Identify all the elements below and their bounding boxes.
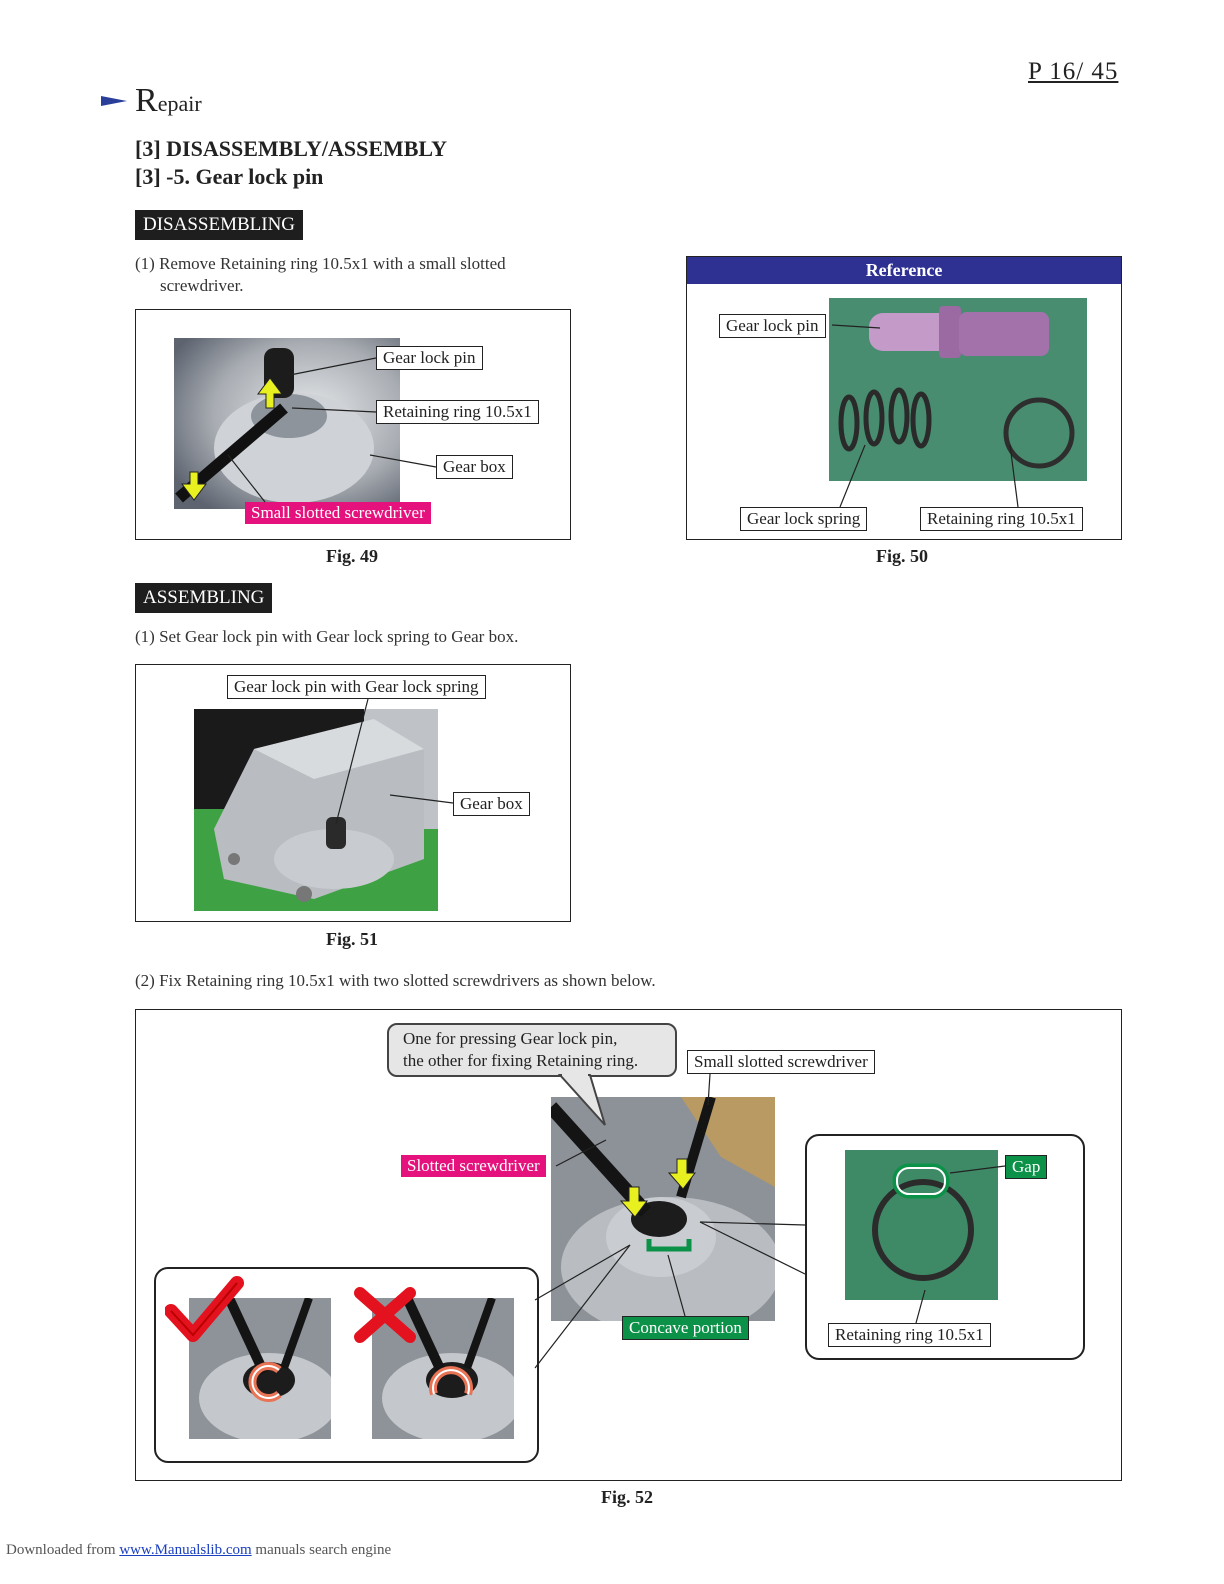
fig52-bubble-line2: the other for fixing Retaining ring. bbox=[403, 1051, 639, 1070]
fig50-label-retaining-ring: Retaining ring 10.5x1 bbox=[920, 507, 1083, 531]
page-number: P 16/ 45 bbox=[1028, 58, 1119, 85]
fig52-label-concave-portion: Concave portion bbox=[622, 1316, 749, 1340]
footer bbox=[6, 1542, 391, 1559]
disassembly-step1-line2: screwdriver. bbox=[160, 276, 244, 295]
footer-link[interactable]: www.Manualslib.com bbox=[119, 1542, 252, 1558]
footer-suffix: manuals search engine bbox=[255, 1542, 392, 1558]
fig52-label-slotted-screwdriver: Slotted screwdriver bbox=[401, 1155, 546, 1177]
footer-prefix: Downloaded from bbox=[6, 1542, 116, 1558]
assembling-tag: ASSEMBLING bbox=[135, 583, 272, 613]
fig52-bubble-line1: One for pressing Gear lock pin, bbox=[403, 1029, 618, 1048]
assembly-step2: (2) Fix Retaining ring 10.5x1 with two slotted screwdrivers as shown below. bbox=[135, 971, 656, 990]
reference-header: Reference bbox=[687, 257, 1121, 284]
fig52-label-small-screwdriver: Small slotted screwdriver bbox=[687, 1050, 875, 1074]
fig50-caption: Fig. 50 bbox=[876, 546, 928, 566]
heading-disassembly: [3] DISASSEMBLY/ASSEMBLY bbox=[135, 136, 447, 161]
disassembling-tag: DISASSEMBLING bbox=[135, 210, 303, 240]
fig52-caption: Fig. 52 bbox=[601, 1487, 653, 1507]
fig50-label-gear-lock-spring: Gear lock spring bbox=[740, 507, 867, 531]
section-title-rest: epair bbox=[157, 91, 202, 116]
fig52-label-gap: Gap bbox=[1005, 1155, 1047, 1179]
heading-gear-lock-pin: [3] -5. Gear lock pin bbox=[135, 164, 324, 189]
assembly-step1: (1) Set Gear lock pin with Gear lock spring to Gear box. bbox=[135, 627, 519, 646]
fig50-label-gear-lock-pin: Gear lock pin bbox=[719, 314, 826, 338]
disassembly-step1-line1: (1) Remove Retaining ring 10.5x1 with a small slotted bbox=[135, 254, 506, 273]
section-title-initial: R bbox=[135, 82, 158, 119]
fig49-label-gear-lock-pin: Gear lock pin bbox=[376, 346, 483, 370]
fig49-label-retaining-ring: Retaining ring 10.5x1 bbox=[376, 400, 539, 424]
fig49-caption: Fig. 49 bbox=[326, 546, 378, 566]
fig51-caption: Fig. 51 bbox=[326, 929, 378, 949]
fig49-label-gear-box: Gear box bbox=[436, 455, 513, 479]
fig51-label-pin-with-spring: Gear lock pin with Gear lock spring bbox=[227, 675, 486, 699]
fig52-label-retaining-ring: Retaining ring 10.5x1 bbox=[828, 1323, 991, 1347]
fig49-label-screwdriver: Small slotted screwdriver bbox=[245, 502, 431, 524]
fig51-label-gear-box: Gear box bbox=[453, 792, 530, 816]
